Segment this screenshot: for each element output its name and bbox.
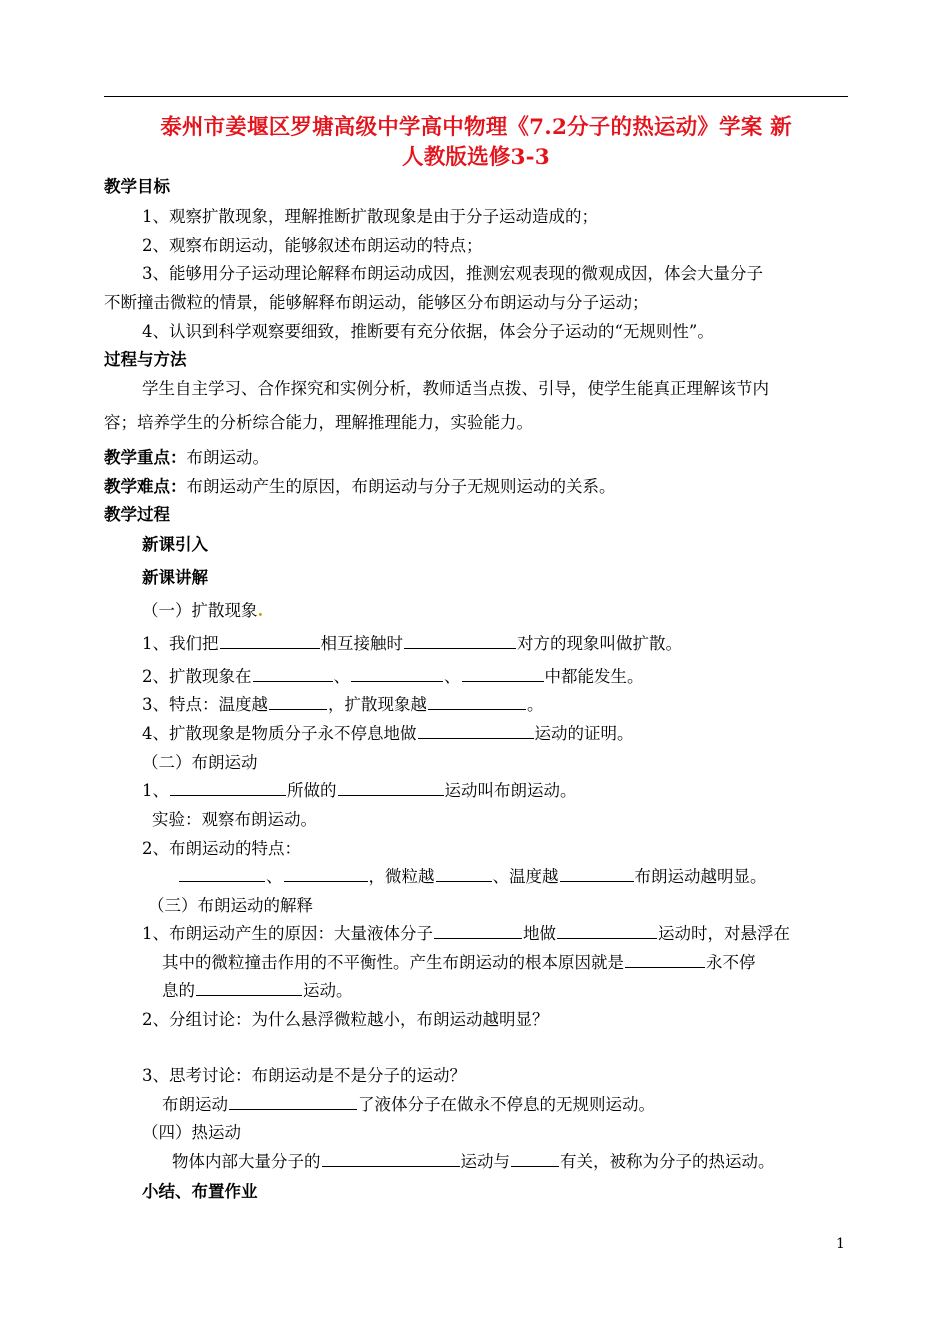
- fill-blank[interactable]: [220, 633, 320, 649]
- fill-blank[interactable]: [269, 694, 327, 710]
- s1-q1-text-a: 1、我们把: [142, 634, 219, 653]
- process-method-p2: 容；培养学生的分析综合能力，理解推理能力，实验能力。: [104, 413, 533, 432]
- key-point-label: 教学重点：: [104, 448, 187, 467]
- objective-1: 1、观察扩散现象，理解推断扩散现象是由于分子运动造成的；: [142, 207, 598, 226]
- fill-blank[interactable]: [196, 980, 302, 996]
- s2-question-1: [142, 780, 577, 802]
- summary-heading: 小结、布置作业: [142, 1182, 258, 1201]
- s1-question-1: [142, 633, 682, 655]
- s3-q1-text-f: 息的: [162, 981, 195, 1000]
- objective-4: 4、认识到科学观察要细致，推断要有充分依据，体会分子运动的“无规则性”。: [142, 322, 714, 341]
- difficulty-text: 布朗运动产生的原因，布朗运动与分子无规则运动的关系。: [186, 477, 616, 496]
- new-lesson-intro: 新课引入: [142, 535, 208, 554]
- s1-q1-text-c: 对方的现象叫做扩散。: [517, 634, 682, 653]
- fill-blank[interactable]: [404, 633, 516, 649]
- key-point-text: 布朗运动。: [186, 448, 269, 467]
- fill-blank[interactable]: [418, 723, 534, 739]
- fill-blank[interactable]: [253, 666, 333, 682]
- fill-blank[interactable]: [351, 666, 443, 682]
- s2-question-2: 2、布朗运动的特点：: [142, 839, 301, 858]
- s1-q3-text-a: 3、特点：温度越: [142, 695, 268, 714]
- s4-line: [172, 1151, 775, 1173]
- title-line-2: 人教版选修3-3: [402, 145, 550, 170]
- fill-blank[interactable]: [511, 1151, 559, 1167]
- fill-blank[interactable]: [557, 923, 657, 939]
- fill-blank[interactable]: [428, 694, 526, 710]
- s4-text-b: 运动与: [460, 1152, 510, 1171]
- s2-q1-text-a: 1、: [142, 781, 169, 800]
- section-3-heading: （三）布朗运动的解释: [148, 896, 313, 915]
- process-method-p1: 学生自主学习、合作探究和实例分析，教师适当点拨、引导，使学生能真正理解该节内: [142, 379, 769, 398]
- s4-text-a: 物体内部大量分子的: [172, 1152, 321, 1171]
- s3-question-2: 2、分组讨论：为什么悬浮微粒越小，布朗运动越明显？: [142, 1010, 549, 1029]
- s1-question-4: [142, 723, 634, 745]
- s1-q2-sep: 、: [333, 667, 350, 686]
- s1-q3-text-c: 。: [527, 695, 544, 714]
- s3-question-1-line-1: [142, 923, 790, 945]
- section-2-heading: （二）布朗运动: [142, 753, 258, 772]
- s1-q2-text-a: 2、扩散现象在: [142, 667, 252, 686]
- s3-q1-text-g: 运动。: [303, 981, 353, 1000]
- section-1-heading-text: （一）扩散现象: [142, 601, 258, 620]
- teaching-process-heading: 教学过程: [104, 505, 170, 524]
- s2-q2-text-c: 、温度越: [492, 867, 559, 886]
- fill-blank[interactable]: [229, 1094, 357, 1110]
- new-lesson-lecture: 新课讲解: [142, 568, 208, 587]
- fill-blank[interactable]: [322, 1151, 460, 1167]
- fill-blank[interactable]: [560, 866, 634, 882]
- fill-blank[interactable]: [284, 866, 368, 882]
- fill-blank[interactable]: [170, 780, 286, 796]
- s1-question-3: [142, 694, 544, 716]
- s3-q1-text-e: 永不停: [706, 953, 756, 972]
- s3-question-3: 3、思考讨论：布朗运动是不是分子的运动？: [142, 1066, 466, 1085]
- s3-q3-text-b: 了液体分子在做永不停息的无规则运动。: [358, 1095, 655, 1114]
- s2-q2-text-d: 布朗运动越明显。: [634, 867, 767, 886]
- fill-blank[interactable]: [434, 923, 522, 939]
- section-1-heading: [142, 600, 263, 622]
- fill-blank[interactable]: [462, 666, 544, 682]
- s3-q1-text-a: 1、布朗运动产生的原因：大量液体分子: [142, 924, 433, 943]
- objective-2: 2、观察布朗运动，能够叙述布朗运动的特点；: [142, 236, 483, 255]
- objective-3a: 3、能够用分子运动理论解释布朗运动成因，推测宏观表现的微观成因，体会大量分子: [142, 264, 763, 283]
- objective-3b: 不断撞击微粒的情景，能够解释布朗运动，能够区分布朗运动与分子运动；: [104, 293, 649, 312]
- s1-q1-text-b: 相互接触时: [320, 634, 403, 653]
- s1-question-2: [142, 666, 644, 688]
- process-method-heading: 过程与方法: [104, 350, 187, 369]
- s3-q1-text-c: 运动时，对悬浮在: [658, 924, 790, 943]
- s4-text-c: 有关，被称为分子的热运动。: [560, 1152, 775, 1171]
- s2-q2-text-b: ，微粒越: [368, 867, 435, 886]
- s3-question-3-line: [162, 1094, 655, 1116]
- title-line-1: 泰州市姜堰区罗塘高级中学高中物理《7.2分子的热运动》学案 新: [160, 115, 792, 140]
- decorative-dot: .: [257, 601, 264, 620]
- s3-question-1-line-2: [162, 952, 756, 974]
- s2-q1-text-b: 所做的: [287, 781, 337, 800]
- s3-q3-text-a: 布朗运动: [162, 1095, 228, 1114]
- s1-q4-text-a: 4、扩散现象是物质分子永不停息地做: [142, 724, 417, 743]
- page-number: 1: [836, 1236, 845, 1252]
- s1-q2-sep: 、: [444, 667, 461, 686]
- s3-question-1-line-3: [162, 980, 353, 1002]
- s2-q1-text-c: 运动叫布朗运动。: [444, 781, 577, 800]
- s2-q2-sep: 、: [266, 867, 283, 886]
- s1-q4-text-c: 运动的证明。: [534, 724, 634, 743]
- key-point: [104, 447, 269, 469]
- s2-experiment: 实验：观察布朗运动。: [152, 810, 317, 829]
- fill-blank[interactable]: [179, 866, 265, 882]
- s3-q1-text-d: 其中的微粒撞击作用的不平衡性。产生布朗运动的根本原因就是: [162, 953, 624, 972]
- s1-q3-text-b: ，扩散现象越: [328, 695, 427, 714]
- document-title: [104, 113, 848, 173]
- objectives-heading: 教学目标: [104, 177, 170, 196]
- section-4-heading: （四）热运动: [142, 1123, 241, 1142]
- fill-blank[interactable]: [625, 952, 705, 968]
- header-rule: [104, 96, 848, 97]
- fill-blank[interactable]: [436, 866, 492, 882]
- s2-question-2-line: [178, 866, 767, 888]
- fill-blank[interactable]: [338, 780, 444, 796]
- difficulty-label: 教学难点：: [104, 477, 187, 496]
- s1-q2-text-c: 中都能发生。: [544, 667, 644, 686]
- s3-q1-text-b: 地做: [523, 924, 556, 943]
- difficulty: [104, 476, 616, 498]
